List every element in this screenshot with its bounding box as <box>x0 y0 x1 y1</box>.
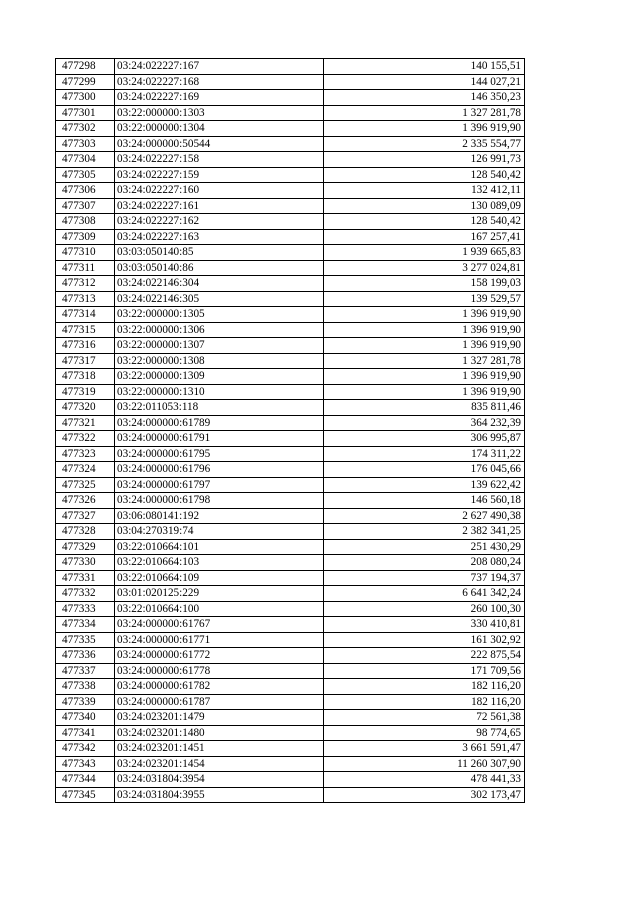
row-id-cell: 477329 <box>56 539 115 555</box>
table-row <box>56 663 525 679</box>
value-cell: 260 100,30 <box>324 601 525 617</box>
row-id-cell: 477300 <box>56 90 115 106</box>
table-row <box>56 570 525 586</box>
value-cell: 176 045,66 <box>324 462 525 478</box>
table-row <box>56 648 525 664</box>
table-row <box>56 245 525 261</box>
cadastral-code-cell: 03:22:000000:1309 <box>115 369 324 385</box>
row-id-cell: 477333 <box>56 601 115 617</box>
value-cell: 144 027,21 <box>324 74 525 90</box>
value-cell: 737 194,37 <box>324 570 525 586</box>
value-cell: 139 529,57 <box>324 291 525 307</box>
table-row <box>56 167 525 183</box>
row-id-cell: 477342 <box>56 741 115 757</box>
table-row <box>56 446 525 462</box>
row-id-cell: 477317 <box>56 353 115 369</box>
cadastral-code-cell: 03:24:031804:3954 <box>115 772 324 788</box>
value-cell: 1 396 919,90 <box>324 369 525 385</box>
table-row <box>56 524 525 540</box>
cadastral-code-cell: 03:22:011053:118 <box>115 400 324 416</box>
value-cell: 126 991,73 <box>324 152 525 168</box>
table-row <box>56 198 525 214</box>
cadastral-code-cell: 03:24:022227:160 <box>115 183 324 199</box>
cadastral-code-cell: 03:24:000000:61789 <box>115 415 324 431</box>
value-cell: 1 396 919,90 <box>324 322 525 338</box>
row-id-cell: 477306 <box>56 183 115 199</box>
value-cell: 146 560,18 <box>324 493 525 509</box>
row-id-cell: 477322 <box>56 431 115 447</box>
row-id-cell: 477309 <box>56 229 115 245</box>
row-id-cell: 477339 <box>56 694 115 710</box>
cadastral-code-cell: 03:22:010664:109 <box>115 570 324 586</box>
value-cell: 2 627 490,38 <box>324 508 525 524</box>
value-cell: 208 080,24 <box>324 555 525 571</box>
row-id-cell: 477308 <box>56 214 115 230</box>
row-id-cell: 477344 <box>56 772 115 788</box>
cadastral-code-cell: 03:24:023201:1454 <box>115 756 324 772</box>
cadastral-code-cell: 03:22:000000:1305 <box>115 307 324 323</box>
cadastral-code-cell: 03:24:022227:167 <box>115 59 324 75</box>
row-id-cell: 477335 <box>56 632 115 648</box>
cadastral-code-cell: 03:24:000000:61782 <box>115 679 324 695</box>
cadastral-code-cell: 03:24:022146:305 <box>115 291 324 307</box>
table-row <box>56 772 525 788</box>
cadastral-code-cell: 03:24:023201:1479 <box>115 710 324 726</box>
cadastral-code-cell: 03:24:023201:1451 <box>115 741 324 757</box>
table-row <box>56 787 525 803</box>
table-row <box>56 710 525 726</box>
value-cell: 171 709,56 <box>324 663 525 679</box>
table-row <box>56 400 525 416</box>
value-cell: 72 561,38 <box>324 710 525 726</box>
cadastral-code-cell: 03:24:000000:61796 <box>115 462 324 478</box>
table-row <box>56 756 525 772</box>
value-cell: 161 302,92 <box>324 632 525 648</box>
value-cell: 158 199,03 <box>324 276 525 292</box>
table-row <box>56 152 525 168</box>
table-row <box>56 291 525 307</box>
cadastral-code-cell: 03:24:022227:163 <box>115 229 324 245</box>
table-row <box>56 601 525 617</box>
table-row <box>56 338 525 354</box>
value-cell: 222 875,54 <box>324 648 525 664</box>
cadastral-code-cell: 03:24:022227:162 <box>115 214 324 230</box>
cadastral-code-cell: 03:24:022227:158 <box>115 152 324 168</box>
cadastral-code-cell: 03:24:000000:61791 <box>115 431 324 447</box>
cadastral-code-cell: 03:24:000000:50544 <box>115 136 324 152</box>
cadastral-code-cell: 03:24:000000:61798 <box>115 493 324 509</box>
row-id-cell: 477305 <box>56 167 115 183</box>
value-cell: 130 089,09 <box>324 198 525 214</box>
row-id-cell: 477340 <box>56 710 115 726</box>
cadastral-code-cell: 03:22:000000:1306 <box>115 322 324 338</box>
table-row <box>56 493 525 509</box>
value-cell: 174 311,22 <box>324 446 525 462</box>
table-row <box>56 725 525 741</box>
value-cell: 2 335 554,77 <box>324 136 525 152</box>
row-id-cell: 477315 <box>56 322 115 338</box>
table-row <box>56 586 525 602</box>
row-id-cell: 477310 <box>56 245 115 261</box>
value-cell: 140 155,51 <box>324 59 525 75</box>
row-id-cell: 477299 <box>56 74 115 90</box>
row-id-cell: 477302 <box>56 121 115 137</box>
value-cell: 2 382 341,25 <box>324 524 525 540</box>
table-row <box>56 105 525 121</box>
cadastral-code-cell: 03:24:000000:61772 <box>115 648 324 664</box>
table-row <box>56 322 525 338</box>
table-row <box>56 477 525 493</box>
table-row <box>56 214 525 230</box>
row-id-cell: 477337 <box>56 663 115 679</box>
row-id-cell: 477301 <box>56 105 115 121</box>
row-id-cell: 477313 <box>56 291 115 307</box>
value-cell: 3 277 024,81 <box>324 260 525 276</box>
table-row <box>56 121 525 137</box>
table-row <box>56 617 525 633</box>
value-cell: 306 995,87 <box>324 431 525 447</box>
table-row <box>56 74 525 90</box>
table-row <box>56 741 525 757</box>
value-cell: 11 260 307,90 <box>324 756 525 772</box>
table-row <box>56 353 525 369</box>
row-id-cell: 477345 <box>56 787 115 803</box>
value-cell: 128 540,42 <box>324 167 525 183</box>
row-id-cell: 477326 <box>56 493 115 509</box>
value-cell: 478 441,33 <box>324 772 525 788</box>
value-cell: 1 396 919,90 <box>324 121 525 137</box>
cadastral-code-cell: 03:06:080141:192 <box>115 508 324 524</box>
table-row <box>56 384 525 400</box>
value-cell: 1 939 665,83 <box>324 245 525 261</box>
cadastral-code-cell: 03:03:050140:85 <box>115 245 324 261</box>
row-id-cell: 477307 <box>56 198 115 214</box>
row-id-cell: 477314 <box>56 307 115 323</box>
value-cell: 182 116,20 <box>324 679 525 695</box>
table-row <box>56 694 525 710</box>
cadastral-code-cell: 03:03:050140:86 <box>115 260 324 276</box>
value-cell: 330 410,81 <box>324 617 525 633</box>
cadastral-code-cell: 03:24:031804:3955 <box>115 787 324 803</box>
cadastral-code-cell: 03:04:270319:74 <box>115 524 324 540</box>
table-row <box>56 59 525 75</box>
row-id-cell: 477311 <box>56 260 115 276</box>
cadastral-code-cell: 03:24:000000:61771 <box>115 632 324 648</box>
cadastral-code-cell: 03:24:022227:169 <box>115 90 324 106</box>
row-id-cell: 477343 <box>56 756 115 772</box>
value-cell: 182 116,20 <box>324 694 525 710</box>
cadastral-code-cell: 03:24:000000:61778 <box>115 663 324 679</box>
row-id-cell: 477327 <box>56 508 115 524</box>
value-cell: 1 396 919,90 <box>324 338 525 354</box>
row-id-cell: 477323 <box>56 446 115 462</box>
value-cell: 1 396 919,90 <box>324 307 525 323</box>
table-row <box>56 90 525 106</box>
data-table <box>55 58 525 803</box>
row-id-cell: 477332 <box>56 586 115 602</box>
cadastral-code-cell: 03:22:000000:1303 <box>115 105 324 121</box>
value-cell: 98 774,65 <box>324 725 525 741</box>
cadastral-code-cell: 03:24:022227:161 <box>115 198 324 214</box>
table-body <box>56 59 525 803</box>
row-id-cell: 477334 <box>56 617 115 633</box>
value-cell: 1 327 281,78 <box>324 105 525 121</box>
table-row <box>56 276 525 292</box>
value-cell: 139 622,42 <box>324 477 525 493</box>
cadastral-code-cell: 03:24:000000:61787 <box>115 694 324 710</box>
row-id-cell: 477325 <box>56 477 115 493</box>
table-row <box>56 307 525 323</box>
table-row <box>56 229 525 245</box>
row-id-cell: 477298 <box>56 59 115 75</box>
cadastral-code-cell: 03:22:000000:1307 <box>115 338 324 354</box>
cadastral-code-cell: 03:24:022227:168 <box>115 74 324 90</box>
cadastral-code-cell: 03:24:023201:1480 <box>115 725 324 741</box>
value-cell: 6 641 342,24 <box>324 586 525 602</box>
cadastral-code-cell: 03:22:000000:1308 <box>115 353 324 369</box>
value-cell: 132 412,11 <box>324 183 525 199</box>
row-id-cell: 477341 <box>56 725 115 741</box>
row-id-cell: 477304 <box>56 152 115 168</box>
value-cell: 146 350,23 <box>324 90 525 106</box>
cadastral-code-cell: 03:22:010664:101 <box>115 539 324 555</box>
cadastral-code-cell: 03:24:022227:159 <box>115 167 324 183</box>
table-row <box>56 679 525 695</box>
cadastral-code-cell: 03:22:010664:103 <box>115 555 324 571</box>
cadastral-code-cell: 03:24:000000:61767 <box>115 617 324 633</box>
cadastral-code-cell: 03:01:020125:229 <box>115 586 324 602</box>
value-cell: 128 540,42 <box>324 214 525 230</box>
table-row <box>56 632 525 648</box>
value-cell: 364 232,39 <box>324 415 525 431</box>
cadastral-code-cell: 03:24:000000:61795 <box>115 446 324 462</box>
table-row <box>56 260 525 276</box>
table-row <box>56 369 525 385</box>
row-id-cell: 477303 <box>56 136 115 152</box>
cadastral-code-cell: 03:22:010664:100 <box>115 601 324 617</box>
row-id-cell: 477331 <box>56 570 115 586</box>
table-row <box>56 415 525 431</box>
value-cell: 302 173,47 <box>324 787 525 803</box>
row-id-cell: 477324 <box>56 462 115 478</box>
value-cell: 1 396 919,90 <box>324 384 525 400</box>
value-cell: 1 327 281,78 <box>324 353 525 369</box>
table-row <box>56 555 525 571</box>
cadastral-code-cell: 03:24:000000:61797 <box>115 477 324 493</box>
row-id-cell: 477312 <box>56 276 115 292</box>
row-id-cell: 477338 <box>56 679 115 695</box>
row-id-cell: 477336 <box>56 648 115 664</box>
value-cell: 251 430,29 <box>324 539 525 555</box>
table-row <box>56 183 525 199</box>
table-row <box>56 431 525 447</box>
cadastral-code-cell: 03:24:022146:304 <box>115 276 324 292</box>
value-cell: 3 661 591,47 <box>324 741 525 757</box>
value-cell: 167 257,41 <box>324 229 525 245</box>
row-id-cell: 477321 <box>56 415 115 431</box>
row-id-cell: 477320 <box>56 400 115 416</box>
row-id-cell: 477316 <box>56 338 115 354</box>
table-row <box>56 136 525 152</box>
value-cell: 835 811,46 <box>324 400 525 416</box>
cadastral-code-cell: 03:22:000000:1310 <box>115 384 324 400</box>
cadastral-code-cell: 03:22:000000:1304 <box>115 121 324 137</box>
table-row <box>56 539 525 555</box>
table-row <box>56 462 525 478</box>
row-id-cell: 477319 <box>56 384 115 400</box>
row-id-cell: 477318 <box>56 369 115 385</box>
row-id-cell: 477328 <box>56 524 115 540</box>
row-id-cell: 477330 <box>56 555 115 571</box>
table-row <box>56 508 525 524</box>
